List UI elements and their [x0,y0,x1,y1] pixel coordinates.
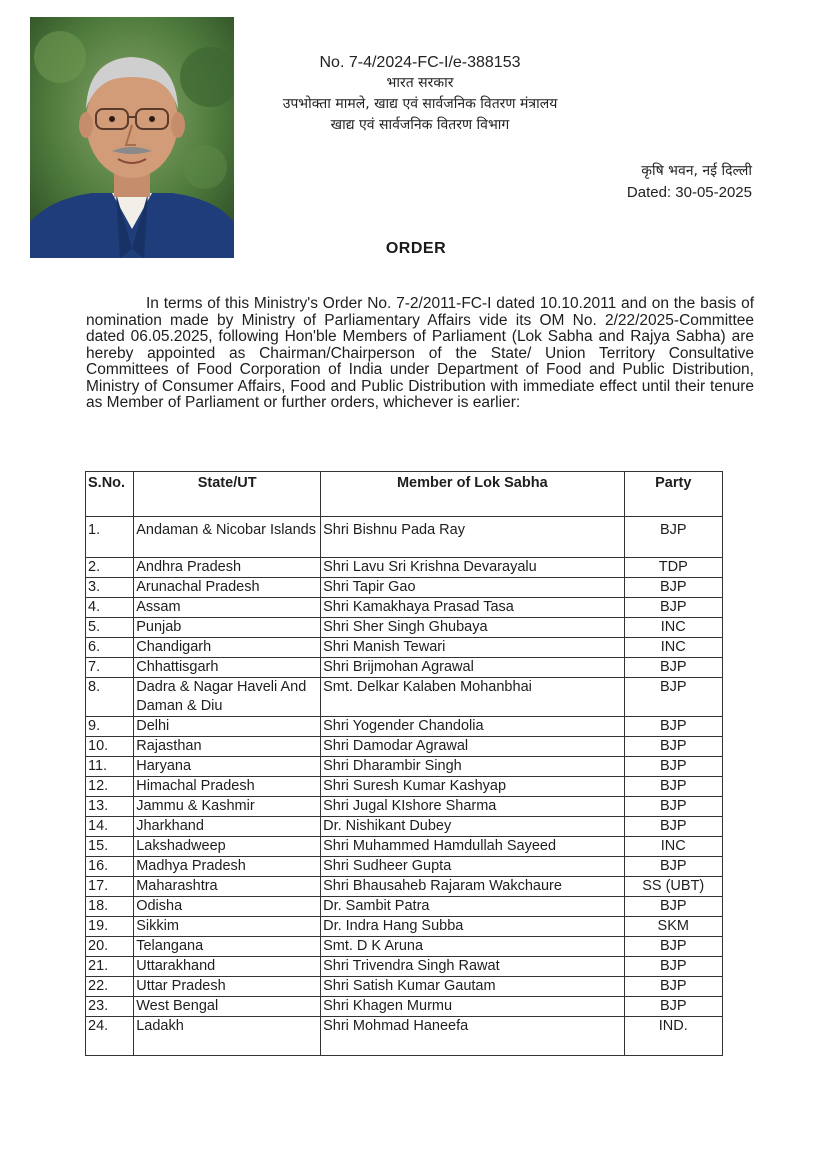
cell-state: Rajasthan [134,737,321,757]
table-row [86,658,723,678]
cell-sno: 14. [86,817,134,837]
cell-member: Shri Brijmohan Agrawal [321,658,624,678]
cell-party: BJP [624,578,722,598]
cell-state: Uttar Pradesh [134,977,321,997]
cell-state: Chhattisgarh [134,658,321,678]
cell-member: Shri Khagen Murmu [321,997,624,1017]
cell-state: Madhya Pradesh [134,857,321,877]
cell-member: Shri Damodar Agrawal [321,737,624,757]
cell-member: Shri Sudheer Gupta [321,857,624,877]
cell-member: Dr. Nishikant Dubey [321,817,624,837]
cell-party: SKM [624,917,722,937]
cell-sno: 1. [86,517,134,558]
reference-number: No. 7-4/2024-FC-I/e-388153 [319,54,521,71]
cell-party: BJP [624,957,722,977]
table-row [86,757,723,777]
cell-state: Himachal Pradesh [134,777,321,797]
cell-party: BJP [624,598,722,618]
cell-party: BJP [624,897,722,917]
cell-state: Arunachal Pradesh [134,578,321,598]
cell-sno: 22. [86,977,134,997]
cell-party: INC [624,638,722,658]
cell-sno: 24. [86,1017,134,1056]
cell-member: Shri Manish Tewari [321,638,624,658]
cell-member: Shri Tapir Gao [321,578,624,598]
cell-state: Odisha [134,897,321,917]
cell-member: Shri Mohmad Haneefa [321,1017,624,1056]
table-row [86,957,723,977]
cell-state: Andhra Pradesh [134,558,321,578]
table-row [86,717,723,737]
table-row [86,777,723,797]
table-row [86,897,723,917]
cell-state: West Bengal [134,997,321,1017]
cell-sno: 4. [86,598,134,618]
table-row [86,997,723,1017]
letterhead [240,52,600,136]
table-row [86,877,723,897]
header-state: State/UT [134,472,321,517]
table-row [86,797,723,817]
cell-party: SS (UBT) [624,877,722,897]
cell-state: Haryana [134,757,321,777]
cell-member: Shri Sher Singh Ghubaya [321,618,624,638]
table-row [86,638,723,658]
table-row [86,837,723,857]
header-party: Party [624,472,722,517]
cell-party: IND. [624,1017,722,1056]
cell-party: BJP [624,977,722,997]
cell-state: Lakshadweep [134,837,321,857]
table-row [86,917,723,937]
cell-state: Punjab [134,618,321,638]
cell-party: BJP [624,997,722,1017]
cell-member: Shri Kamakhaya Prasad Tasa [321,598,624,618]
table-row [86,857,723,877]
table-row [86,977,723,997]
cell-party: BJP [624,817,722,837]
cell-sno: 23. [86,997,134,1017]
cell-sno: 13. [86,797,134,817]
cell-member: Shri Jugal KIshore Sharma [321,797,624,817]
members-table [85,471,723,1056]
cell-party: BJP [624,717,722,737]
table-row [86,1017,723,1056]
cell-state: Maharashtra [134,877,321,897]
cell-member: Shri Trivendra Singh Rawat [321,957,624,977]
cell-member: Shri Dharambir Singh [321,757,624,777]
cell-member: Shri Suresh Kumar Kashyap [321,777,624,797]
cell-party: TDP [624,558,722,578]
cell-state: Assam [134,598,321,618]
cell-state: Jharkhand [134,817,321,837]
order-date: Dated: 30-05-2025 [626,184,752,201]
cell-state: Telangana [134,937,321,957]
cell-sno: 18. [86,897,134,917]
table-row [86,737,723,757]
cell-member: Shri Bhausaheb Rajaram Wakchaure [321,877,624,897]
header-member: Member of Lok Sabha [321,472,624,517]
cell-sno: 20. [86,937,134,957]
government-name: भारत सरकार [386,75,454,91]
table-row [86,937,723,957]
cell-member: Shri Lavu Sri Krishna Devarayalu [321,558,624,578]
cell-sno: 12. [86,777,134,797]
header-sno: S.No. [86,472,134,517]
table-row [86,578,723,598]
cell-party: INC [624,618,722,638]
cell-party: BJP [624,658,722,678]
table-row [86,817,723,837]
cell-state: Jammu & Kashmir [134,797,321,817]
cell-state: Delhi [134,717,321,737]
ministry-name: उपभोक्ता मामले, खाद्य एवं सार्वजनिक वितरण मंत्रालय [282,96,558,112]
cell-member: Smt. Delkar Kalaben Mohanbhai [321,678,624,717]
cell-party: BJP [624,737,722,757]
cell-party: INC [624,837,722,857]
order-paragraph-text: In terms of this Ministry's Order No. 7-2/2011-FC-I dated 10.10.2011 and on the basis of nomination made by Ministry of Parliamentary Affairs vide its OM No. 2/22/2025-Committee dated 06.05.2025, following Hon'ble Members of Parliament (Lok Sabha and Rajya Sabha) are hereby appointed as Chairman/Chairperson of the State/ Union Territory Consultative Committees of Food Corporation of India under Department of Food and Public Distribution, Ministry of Consumer Affairs, Food and Public Distribution with immediate effect until their tenure as Member of Parliament or further orders, whichever is earlier: [86,295,754,411]
cell-party: BJP [624,937,722,957]
cell-state: Chandigarh [134,638,321,658]
cell-member: Shri Muhammed Hamdullah Sayeed [321,837,624,857]
cell-sno: 11. [86,757,134,777]
cell-member: Shri Bishnu Pada Ray [321,517,624,558]
department-name: खाद्य एवं सार्वजनिक वितरण विभाग [330,117,510,133]
cell-sno: 7. [86,658,134,678]
cell-sno: 15. [86,837,134,857]
cell-party: BJP [624,757,722,777]
cell-party: BJP [624,797,722,817]
cell-member: Dr. Sambit Patra [321,897,624,917]
order-paragraph [86,296,754,412]
cell-party: BJP [624,777,722,797]
cell-member: Shri Satish Kumar Gautam [321,977,624,997]
table-row [86,517,723,558]
cell-member: Smt. D K Aruna [321,937,624,957]
cell-state: Sikkim [134,917,321,937]
cell-member: Shri Yogender Chandolia [321,717,624,737]
cell-sno: 3. [86,578,134,598]
cell-sno: 5. [86,618,134,638]
cell-sno: 21. [86,957,134,977]
table-row [86,558,723,578]
cell-party: BJP [624,678,722,717]
cell-sno: 16. [86,857,134,877]
cell-state: Ladakh [134,1017,321,1056]
office-location: कृषि भवन, नई दिल्ली [641,163,752,179]
table-row [86,618,723,638]
table-row [86,598,723,618]
table-row [86,678,723,717]
table-header-row [86,472,723,517]
cell-sno: 8. [86,678,134,717]
cell-member: Dr. Indra Hang Subba [321,917,624,937]
cell-sno: 6. [86,638,134,658]
cell-party: BJP [624,517,722,558]
cell-state: Uttarakhand [134,957,321,977]
cell-state: Andaman & Nicobar Islands [134,517,321,558]
cell-sno: 2. [86,558,134,578]
document-title: ORDER [385,240,447,257]
cell-sno: 9. [86,717,134,737]
cell-sno: 19. [86,917,134,937]
cell-party: BJP [624,857,722,877]
place-and-date [627,160,752,204]
cell-sno: 10. [86,737,134,757]
cell-state: Dadra & Nagar Haveli And Daman & Diu [134,678,321,717]
member-portrait-photo [30,17,234,258]
cell-sno: 17. [86,877,134,897]
